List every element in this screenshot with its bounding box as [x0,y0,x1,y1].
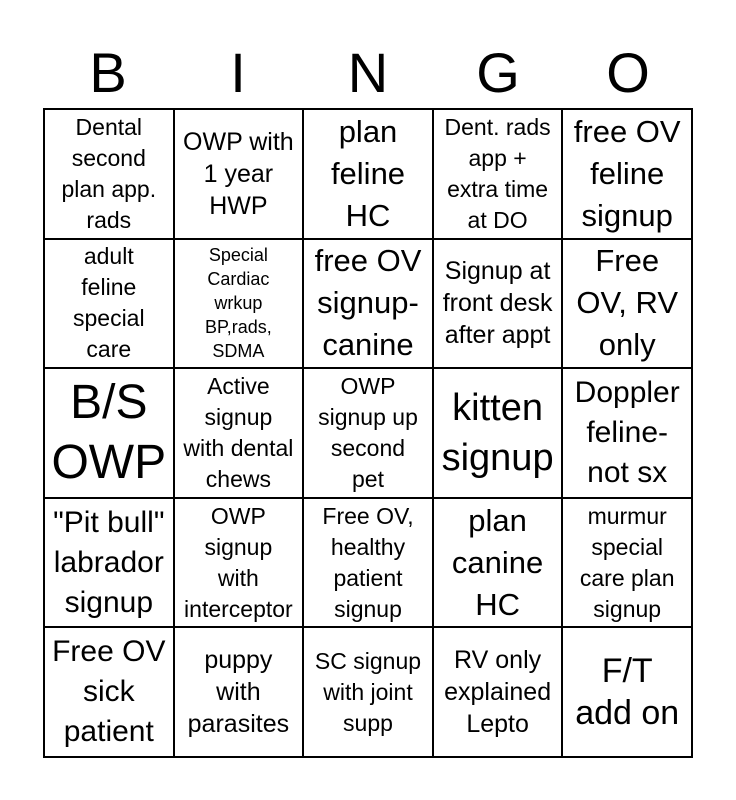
bingo-cell[interactable] [304,240,434,370]
cell-text: Doppler feline- not sx [574,375,680,489]
cell-text: B/S OWP [51,375,167,489]
cell-text: Free OV, healthy patient signup [322,502,414,622]
header-letter-n: N [347,41,389,104]
cell-text: Free OV sick patient [52,635,166,749]
bingo-cell[interactable] [563,499,693,629]
cell-text: RV only explained Lepto [444,646,552,739]
bingo-cell[interactable] [304,369,434,499]
bingo-cell[interactable] [434,240,564,370]
bingo-cell[interactable] [434,628,564,758]
bingo-cell[interactable] [175,628,305,758]
cell-text: murmur special care plan signup [579,502,675,622]
cell-text: Dental second plan app. rads [61,113,157,233]
bingo-cell[interactable] [45,628,175,758]
cell-text: adult feline special care [72,243,145,363]
bingo-cell[interactable] [45,110,175,240]
cell-text: Active signup with dental chews [183,372,294,492]
bingo-cell[interactable] [45,240,175,370]
bingo-card-grid [43,108,693,758]
header-letter-o: O [606,41,650,104]
bingo-cell[interactable] [304,628,434,758]
cell-text: plan canine HC [451,502,544,622]
cell-text: kitten signup [441,386,554,479]
bingo-cell[interactable] [175,240,305,370]
cell-text: Free OV, RV only [576,243,679,363]
bingo-cell[interactable] [434,369,564,499]
cell-text: free OV signup- canine [314,243,422,363]
header-letter-g: G [476,41,520,104]
bingo-cell[interactable] [304,110,434,240]
cell-text: SC signup with joint supp [314,647,422,736]
cell-text: OWP signup with interceptor [184,502,293,622]
bingo-cell[interactable] [175,499,305,629]
cell-text: F/T add on [575,652,680,733]
header-letter-b: B [89,41,127,104]
cell-text: Signup at front desk after appt [442,257,553,350]
header-letter-i: I [230,41,246,104]
cell-text: Dent. rads app + extra time at DO [444,113,551,233]
cell-text: plan feline HC [330,113,406,233]
bingo-cell[interactable] [175,369,305,499]
bingo-cell[interactable] [563,628,693,758]
cell-text: puppy with parasites [187,646,290,739]
bingo-cell[interactable] [45,499,175,629]
bingo-cell[interactable] [563,240,693,370]
bingo-cell[interactable] [563,110,693,240]
bingo-cell[interactable] [45,369,175,499]
cell-text: free OV feline signup [573,113,681,233]
bingo-cell[interactable] [304,499,434,629]
cell-text: OWP with 1 year HWP [183,127,294,220]
cell-text: OWP signup up second pet [318,372,418,492]
bingo-cell[interactable] [434,110,564,240]
cell-text: "Pit bull" labrador signup [53,505,165,619]
bingo-cell[interactable] [434,499,564,629]
bingo-cell[interactable] [563,369,693,499]
cell-text: Special Cardiac wrkup BP,rads, SDMA [205,245,272,362]
bingo-header [43,40,693,106]
bingo-cell[interactable] [175,110,305,240]
